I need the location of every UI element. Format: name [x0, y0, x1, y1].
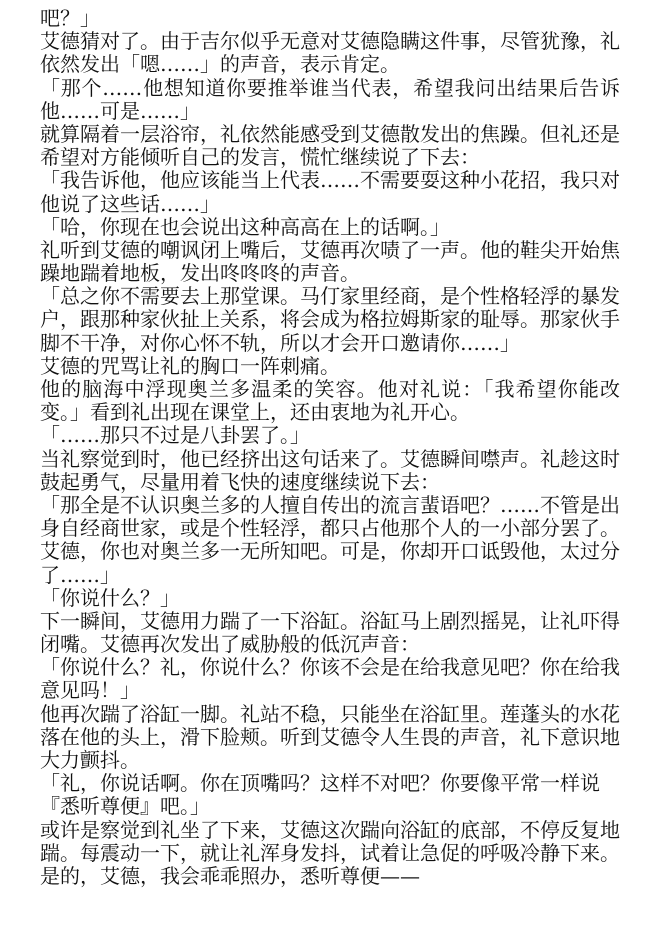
text-line: 了……」 — [40, 563, 120, 587]
text-line: 希望对方能倾听自己的发言，慌忙继续说了下去： — [40, 146, 480, 170]
text-line: 躁地踹着地板，发出咚咚咚的声音。 — [40, 262, 360, 286]
text-line: 「我告诉他，他应该能当上代表……不需要耍这种小花招，我只对 — [40, 169, 620, 193]
text-line: 脚不干净，对你心怀不轨，所以才会开口邀请你……」 — [40, 331, 520, 355]
text-line: 他的脑海中浮现奥兰多温柔的笑容。他对礼说：「我希望你能改 — [40, 378, 620, 401]
text-line: 变。」看到礼出现在课堂上，还由衷地为礼开心。 — [40, 401, 470, 425]
text-line: 「哈，你现在也会说出这种高高在上的话啊。」 — [40, 215, 450, 239]
text-line: 踹。每震动一下，就让礼浑身发抖，试着让急促的呼吸冷静下来。 — [40, 841, 620, 865]
text-line: 「礼，你说话啊。你在顶嘴吗？这样不对吧？你要像平常一样说 — [40, 772, 600, 796]
text-line: 艾德的咒骂让礼的胸口一阵刺痛。 — [40, 354, 340, 378]
text-line: 艾德猜对了。由于吉尔似乎无意对艾德隐瞒这件事，尽管犹豫，礼 — [40, 30, 620, 54]
text-line: 户，跟那种家伙扯上关系，将会成为格拉姆斯家的耻辱。那家伙手 — [40, 308, 620, 332]
text-line: 「你说什么？」 — [40, 586, 180, 610]
text-line: 下一瞬间，艾德用力踹了一下浴缸。浴缸马上剧烈摇晃，让礼吓得 — [40, 609, 620, 633]
text-line: 他说了这些话……」 — [40, 192, 220, 216]
text-line: 「那个……他想知道你要推举谁当代表，希望我问出结果后告诉 — [40, 76, 620, 100]
text-line: 他再次踹了浴缸一脚。礼站不稳，只能坐在浴缸里。莲蓬头的水花 — [40, 702, 620, 726]
text-line: 艾德，你也对奥兰多一无所知吧。可是，你却开口诋毁他，太过分 — [40, 540, 620, 564]
text-line: 「总之你不需要去上那堂课。马仃家里经商，是个性格轻浮的暴发 — [40, 285, 620, 309]
text-line: 「你说什么？礼，你说什么？你该不会是在给我意见吧？你在给我 — [40, 656, 620, 680]
text-line: 『悉听尊便』吧。」 — [40, 795, 210, 819]
text-line: 吧？」 — [40, 7, 100, 30]
text-line: 或许是察觉到礼坐了下来，艾德这次踹向浴缸的底部，不停反复地 — [40, 818, 620, 842]
text-line: 「……那只不过是八卦罢了。」 — [40, 424, 310, 448]
text-line: 依然发出「嗯……」的声音，表示肯定。 — [40, 53, 400, 77]
text-line: 就算隔着一层浴帘，礼依然能感受到艾德散发出的焦躁。但礼还是 — [40, 122, 620, 146]
text-line: 闭嘴。艾德再次发出了威胁般的低沉声音： — [40, 633, 420, 657]
text-line: 鼓起勇气，尽量用着飞快的速度继续说下去： — [40, 470, 440, 494]
text-line: 大力颤抖。 — [40, 749, 140, 772]
text-line: 是的，艾德，我会乖乖照办，悉听尊便—— — [40, 864, 420, 888]
text-body — [40, 7, 620, 888]
text-line: 「那全是不认识奥兰多的人擅自传出的流言蜚语吧？……不管是出 — [40, 493, 620, 517]
text-line: 他……可是……」 — [40, 99, 200, 123]
text-line: 落在他的头上，滑下脸颊。听到艾德令人生畏的声音，礼下意识地 — [40, 725, 620, 749]
text-line: 意见吗！」 — [40, 679, 140, 703]
text-line: 礼听到艾德的嘲讽闭上嘴后，艾德再次啧了一声。他的鞋尖开始焦 — [40, 238, 620, 262]
text-line: 身自经商世家，或是个性轻浮，都只占他那个人的一小部分罢了。 — [40, 517, 620, 541]
text-line: 当礼察觉到时，他已经挤出这句话来了。艾德瞬间噤声。礼趁这时 — [40, 447, 620, 471]
